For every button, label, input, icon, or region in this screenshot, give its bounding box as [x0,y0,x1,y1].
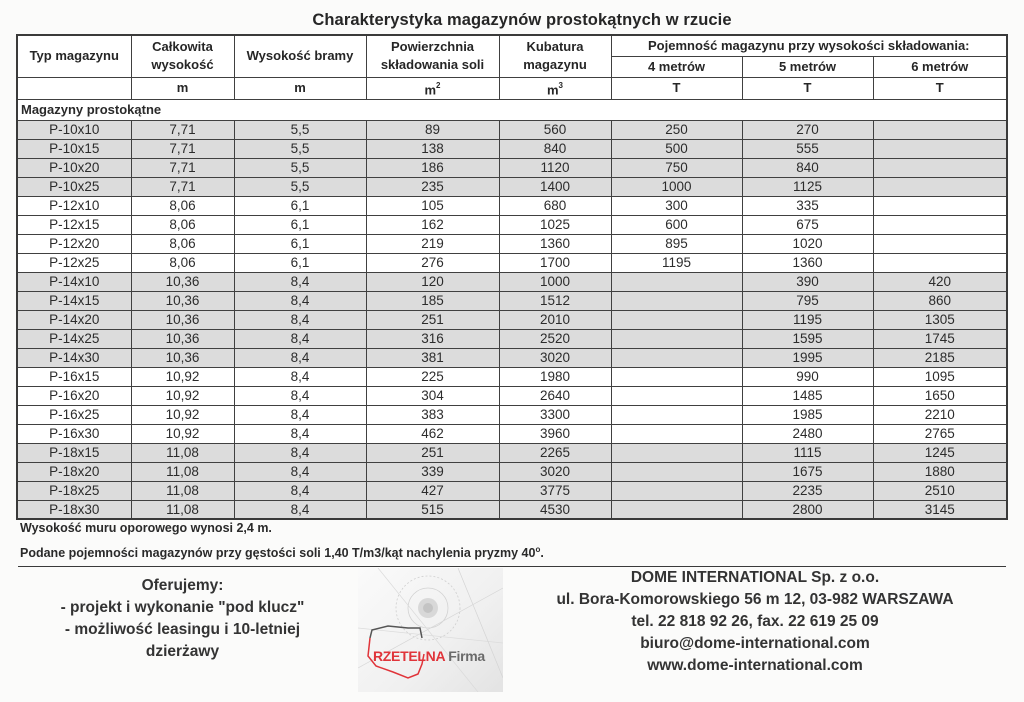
table-row [17,424,1007,443]
offer-block [20,575,345,663]
table-row [17,481,1007,500]
cell-cap-4 [611,272,742,291]
cell-total-height: 7,71 [131,120,234,139]
cell-total-height: 10,92 [131,386,234,405]
rzetelna-firma-logo [358,568,503,692]
cell-cap-5: 675 [742,215,873,234]
table-row [17,177,1007,196]
logo-brand-red: RZETELNA [373,648,446,664]
offer-item-turnkey: - projekt i wykonanie "pod klucz" [60,599,305,616]
cell-total-height: 10,92 [131,405,234,424]
cell-gate-height: 6,1 [234,196,366,215]
cell-volume: 3300 [499,405,611,424]
unit-cap-6m: T [873,77,1007,99]
unit-area [366,77,499,99]
header-area [366,35,499,77]
cell-cap-6: 1650 [873,386,1007,405]
company-email[interactable]: biuro@dome-international.com [640,635,870,652]
cell-cap-4 [611,310,742,329]
cell-cap-6: 1745 [873,329,1007,348]
section-label: Magazyny prostokątne [17,99,1007,120]
cell-type: P-18x25 [17,481,131,500]
cell-gate-height: 8,4 [234,481,366,500]
table-row [17,367,1007,386]
cell-type: P-10x25 [17,177,131,196]
cell-gate-height: 5,5 [234,158,366,177]
logo-background-graphic [358,568,503,692]
cell-total-height: 8,06 [131,196,234,215]
cell-cap-6 [873,196,1007,215]
cell-total-height: 10,36 [131,348,234,367]
company-address: ul. Bora-Komorowskiego 56 m 12, 03-982 WARSZAWA [556,591,954,608]
header-type: Typ magazynu [17,35,131,77]
cell-gate-height: 8,4 [234,348,366,367]
cell-cap-4: 1195 [611,253,742,272]
cell-cap-6: 1095 [873,367,1007,386]
unit-volume-exp: 3 [558,80,563,90]
note-density-end: . [540,546,544,561]
cell-type: P-14x25 [17,329,131,348]
offer-item-leasing-cont: dzierżawy [145,643,220,660]
table-row [17,405,1007,424]
header-area-line1: Powierzchnia [390,39,475,55]
table-row [17,291,1007,310]
header-total-height-line2: wysokość [151,57,214,73]
note-retaining-wall: Wysokość muru oporowego wynosi 2,4 m. [20,521,272,535]
cell-cap-5: 1020 [742,234,873,253]
cell-volume: 560 [499,120,611,139]
cell-total-height: 7,71 [131,177,234,196]
cell-cap-5: 2235 [742,481,873,500]
cell-cap-5: 1985 [742,405,873,424]
cell-total-height: 11,08 [131,443,234,462]
company-website[interactable]: www.dome-international.com [647,657,863,674]
logo-brand-grey: Firma [448,648,485,664]
cell-total-height: 10,36 [131,272,234,291]
cell-cap-6 [873,177,1007,196]
cell-volume: 3775 [499,481,611,500]
company-name: DOME INTERNATIONAL Sp. z o.o. [630,569,880,586]
header-capacity-group: Pojemność magazynu przy wysokości składowania: [611,35,1007,56]
cell-cap-6: 860 [873,291,1007,310]
cell-total-height: 10,36 [131,329,234,348]
cell-total-height: 8,06 [131,253,234,272]
warehouse-spec-table [16,34,1008,520]
cell-cap-6: 3145 [873,500,1007,519]
cell-volume: 3020 [499,348,611,367]
cell-area: 251 [366,310,499,329]
cell-area: 89 [366,120,499,139]
units-row [17,77,1007,99]
cell-cap-5: 1995 [742,348,873,367]
cell-cap-4 [611,386,742,405]
cell-volume: 2520 [499,329,611,348]
cell-cap-5: 2480 [742,424,873,443]
cell-type: P-18x20 [17,462,131,481]
cell-cap-6: 2185 [873,348,1007,367]
cell-gate-height: 8,4 [234,500,366,519]
cell-cap-4 [611,462,742,481]
cell-total-height: 11,08 [131,500,234,519]
table-row [17,234,1007,253]
cell-total-height: 11,08 [131,481,234,500]
cell-type: P-18x30 [17,500,131,519]
cell-area: 162 [366,215,499,234]
cell-cap-4: 500 [611,139,742,158]
cell-gate-height: 5,5 [234,139,366,158]
cell-type: P-12x20 [17,234,131,253]
cell-cap-6: 1880 [873,462,1007,481]
cell-cap-4 [611,443,742,462]
cell-cap-4 [611,424,742,443]
cell-cap-4: 895 [611,234,742,253]
cell-area: 251 [366,443,499,462]
cell-cap-6: 1305 [873,310,1007,329]
table-row [17,139,1007,158]
cell-area: 185 [366,291,499,310]
cell-cap-5: 840 [742,158,873,177]
company-phone: tel. 22 818 92 26, fax. 22 619 25 09 [631,613,879,630]
note-density [20,539,544,561]
cell-volume: 680 [499,196,611,215]
cell-cap-4: 300 [611,196,742,215]
cell-type: P-16x30 [17,424,131,443]
cell-gate-height: 5,5 [234,177,366,196]
cell-gate-height: 6,1 [234,234,366,253]
cell-area: 515 [366,500,499,519]
cell-area: 427 [366,481,499,500]
notes [20,517,544,561]
cell-area: 304 [366,386,499,405]
offer-item-leasing: - możliwość leasingu i 10-letniej [64,621,301,638]
cell-gate-height: 8,4 [234,462,366,481]
header-row [17,35,1007,56]
cell-total-height: 7,71 [131,139,234,158]
cell-cap-5: 1125 [742,177,873,196]
company-contact [505,567,1005,677]
cell-volume: 1980 [499,367,611,386]
cell-cap-5: 270 [742,120,873,139]
cell-cap-5: 1675 [742,462,873,481]
cell-type: P-10x10 [17,120,131,139]
cell-volume: 4530 [499,500,611,519]
cell-type: P-12x25 [17,253,131,272]
cell-cap-4 [611,367,742,386]
cell-area: 381 [366,348,499,367]
cell-cap-6: 2765 [873,424,1007,443]
cell-area: 120 [366,272,499,291]
cell-cap-6 [873,234,1007,253]
cell-gate-height: 8,4 [234,405,366,424]
cell-cap-5: 1360 [742,253,873,272]
cell-type: P-16x20 [17,386,131,405]
cell-volume: 2010 [499,310,611,329]
cell-gate-height: 6,1 [234,253,366,272]
cell-cap-4 [611,481,742,500]
cell-gate-height: 8,4 [234,386,366,405]
cell-gate-height: 8,4 [234,291,366,310]
table-row [17,120,1007,139]
cell-volume: 2640 [499,386,611,405]
cell-cap-4 [611,329,742,348]
cell-volume: 1700 [499,253,611,272]
cell-volume: 3960 [499,424,611,443]
cell-cap-5: 1485 [742,386,873,405]
unit-volume [499,77,611,99]
table-row [17,310,1007,329]
table-row [17,329,1007,348]
cell-total-height: 8,06 [131,215,234,234]
cell-cap-6: 2510 [873,481,1007,500]
unit-area-exp: 2 [436,80,441,90]
cell-gate-height: 8,4 [234,310,366,329]
cell-cap-4: 250 [611,120,742,139]
cell-type: P-12x15 [17,215,131,234]
cell-area: 186 [366,158,499,177]
table-row [17,215,1007,234]
cell-type: P-14x30 [17,348,131,367]
cell-cap-6 [873,215,1007,234]
table-row [17,386,1007,405]
cell-type: P-14x10 [17,272,131,291]
unit-gate-height: m [234,77,366,99]
cell-total-height: 11,08 [131,462,234,481]
note-density-text: Podane pojemności magazynów przy gęstości soli 1,40 T/m3/kąt nachylenia pryzmy 40 [20,546,536,561]
cell-area: 462 [366,424,499,443]
cell-type: P-14x15 [17,291,131,310]
table-row [17,462,1007,481]
cell-gate-height: 8,4 [234,272,366,291]
cell-gate-height: 8,4 [234,443,366,462]
header-volume [499,35,611,77]
table-row [17,253,1007,272]
table-row [17,348,1007,367]
cell-total-height: 10,36 [131,310,234,329]
unit-volume-base: m [546,81,559,97]
table-row [17,272,1007,291]
header-total-height [131,35,234,77]
cell-cap-4: 600 [611,215,742,234]
cell-area: 276 [366,253,499,272]
unit-total-height: m [131,77,234,99]
cell-volume: 1512 [499,291,611,310]
cell-type: P-16x25 [17,405,131,424]
cell-cap-6 [873,253,1007,272]
header-volume-line2: magazynu [523,57,587,73]
cell-cap-5: 795 [742,291,873,310]
table-row [17,196,1007,215]
cell-volume: 840 [499,139,611,158]
cell-area: 235 [366,177,499,196]
cell-cap-5: 390 [742,272,873,291]
section-row [17,99,1007,120]
cell-type: P-10x20 [17,158,131,177]
unit-area-base: m [424,81,437,97]
unit-type [17,77,131,99]
cell-area: 219 [366,234,499,253]
cell-volume: 1000 [499,272,611,291]
header-area-line2: składowania soli [380,57,485,73]
cell-cap-6: 420 [873,272,1007,291]
cell-area: 316 [366,329,499,348]
cell-total-height: 10,92 [131,367,234,386]
cell-total-height: 10,92 [131,424,234,443]
cell-type: P-14x20 [17,310,131,329]
cell-cap-5: 1595 [742,329,873,348]
cell-gate-height: 8,4 [234,367,366,386]
cell-area: 339 [366,462,499,481]
cell-gate-height: 5,5 [234,120,366,139]
cell-gate-height: 6,1 [234,215,366,234]
cell-cap-6 [873,139,1007,158]
table-row [17,443,1007,462]
cell-volume: 3020 [499,462,611,481]
cell-cap-6 [873,120,1007,139]
cell-cap-4 [611,405,742,424]
cell-cap-5: 555 [742,139,873,158]
cell-gate-height: 8,4 [234,424,366,443]
header-total-height-line1: Całkowita [152,39,213,55]
offer-heading: Oferujemy: [141,577,224,594]
cell-cap-6: 1245 [873,443,1007,462]
cell-type: P-18x15 [17,443,131,462]
cell-cap-4: 750 [611,158,742,177]
degree-sign: o [535,545,541,554]
cell-volume: 1360 [499,234,611,253]
cell-type: P-10x15 [17,139,131,158]
cell-area: 225 [366,367,499,386]
cell-cap-5: 335 [742,196,873,215]
cell-volume: 2265 [499,443,611,462]
document-title: Charakterystyka magazynów prostokątnych w rzucie [312,11,732,29]
cell-area: 383 [366,405,499,424]
unit-cap-4m: T [611,77,742,99]
cell-cap-4 [611,348,742,367]
cell-cap-5: 990 [742,367,873,386]
header-cap-4m: 4 metrów [611,56,742,77]
cell-cap-4: 1000 [611,177,742,196]
header-cap-5m: 5 metrów [742,56,873,77]
cell-area: 138 [366,139,499,158]
header-gate-height: Wysokość bramy [234,35,366,77]
header-volume-line1: Kubatura [526,39,584,55]
cell-cap-5: 1115 [742,443,873,462]
cell-volume: 1120 [499,158,611,177]
cell-total-height: 10,36 [131,291,234,310]
cell-cap-5: 1195 [742,310,873,329]
cell-volume: 1400 [499,177,611,196]
cell-total-height: 7,71 [131,158,234,177]
header-cap-6m: 6 metrów [873,56,1007,77]
cell-cap-4 [611,500,742,519]
cell-type: P-12x10 [17,196,131,215]
cell-gate-height: 8,4 [234,329,366,348]
cell-type: P-16x15 [17,367,131,386]
table-row [17,158,1007,177]
logo-text [373,648,485,664]
cell-area: 105 [366,196,499,215]
cell-cap-6 [873,158,1007,177]
cell-cap-4 [611,291,742,310]
cell-total-height: 8,06 [131,234,234,253]
unit-cap-5m: T [742,77,873,99]
cell-volume: 1025 [499,215,611,234]
cell-cap-5: 2800 [742,500,873,519]
cell-cap-6: 2210 [873,405,1007,424]
